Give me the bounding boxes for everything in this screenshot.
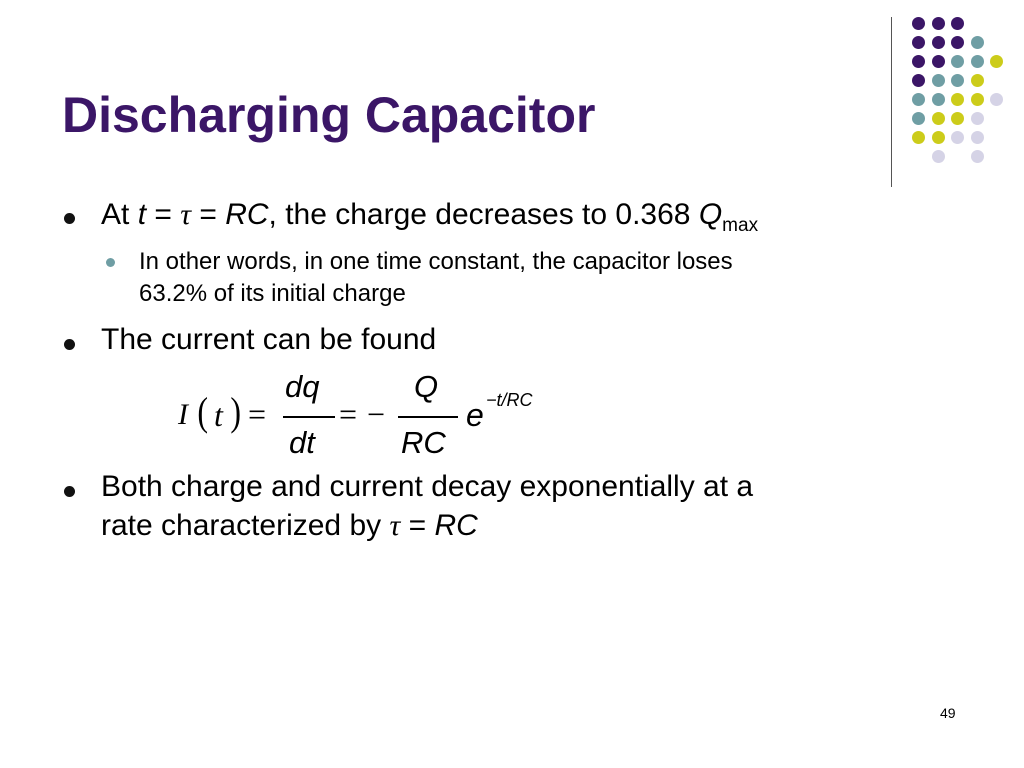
variable-q: Q (698, 198, 723, 231)
decorative-dot (971, 55, 984, 68)
eq-exp-power: −t/RC (486, 390, 533, 410)
eq-lhs-symbol: I (178, 398, 188, 431)
decorative-dot (951, 36, 964, 49)
bullet-dot (64, 339, 75, 350)
decorative-dot (971, 131, 984, 144)
decorative-dot (912, 112, 925, 125)
decorative-dot (932, 131, 945, 144)
decorative-dot (971, 93, 984, 106)
eq-exp-base: e (466, 397, 484, 433)
eq-minus: − (367, 396, 386, 432)
decorative-dot (971, 36, 984, 49)
eq-equals-1: = (248, 396, 267, 432)
decorative-dot (951, 17, 964, 30)
decorative-dot (912, 17, 925, 30)
subscript-max: max (722, 215, 759, 236)
slide-title: Discharging Capacitor (62, 87, 596, 143)
bullet-1-part: = (146, 198, 181, 231)
sub-bullet-line-1: In other words, in one time constant, the capacitor loses (139, 248, 733, 275)
eq-frac1-numerator: dq (285, 369, 320, 404)
decorative-dot (971, 112, 984, 125)
bullet-2-text: The current can be found (101, 323, 437, 356)
decorative-dot (912, 131, 925, 144)
bullet-1-text (101, 198, 759, 236)
decorative-dot (932, 17, 945, 30)
decorative-dot (932, 36, 945, 49)
decorative-dot (912, 55, 925, 68)
decorative-dot (912, 93, 925, 106)
eq-frac1-bar (283, 416, 335, 418)
symbol-tau: τ (389, 509, 401, 542)
eq-frac1-denominator: dt (289, 425, 315, 460)
bullet-3-line-1: Both charge and current decay exponentially at a (101, 470, 754, 503)
decorative-dot (971, 74, 984, 87)
eq-paren-close: ) (230, 389, 241, 434)
decorative-dot (951, 74, 964, 87)
bullet-1-part: , the charge decreases to 0.368 (268, 198, 699, 231)
symbol-tau: τ (180, 198, 191, 231)
eq-frac2-denominator: RC (401, 425, 446, 460)
bullet-1-part: = (190, 198, 226, 231)
page-number: 49 (940, 705, 956, 721)
sub-bullet-line-2: 63.2% of its initial charge (139, 280, 406, 307)
variable-rc: RC (225, 198, 269, 231)
eq-frac2-numerator: Q (414, 369, 439, 404)
decorative-dot (990, 55, 1003, 68)
variable-rc: RC (434, 509, 478, 542)
vertical-divider (891, 17, 892, 187)
decorative-dot (932, 74, 945, 87)
eq-paren-open: ( (197, 389, 208, 434)
decorative-dot (951, 93, 964, 106)
decorative-dot (951, 55, 964, 68)
decorative-dot (951, 112, 964, 125)
equals-sign: = (400, 509, 435, 542)
decorative-dot (990, 93, 1003, 106)
decorative-dot (912, 36, 925, 49)
bullet-dot (64, 213, 75, 224)
decorative-dot (912, 74, 925, 87)
decorative-dot (971, 150, 984, 163)
decorative-dot (932, 55, 945, 68)
decorative-dot (932, 150, 945, 163)
bullet-dot (64, 486, 75, 497)
variable-t: t (137, 198, 147, 231)
sub-bullet-dot (106, 258, 115, 267)
bullet-1-part: At (101, 198, 138, 231)
bullet-3-line-2-text: rate characterized by (101, 509, 390, 542)
decorative-dot (932, 112, 945, 125)
decorative-dot (951, 131, 964, 144)
decorative-dot (932, 93, 945, 106)
bullet-3-line-2 (101, 509, 478, 543)
eq-frac2-bar (398, 416, 458, 418)
eq-lhs-arg: t (214, 397, 223, 433)
eq-equals-2: = (339, 396, 358, 432)
